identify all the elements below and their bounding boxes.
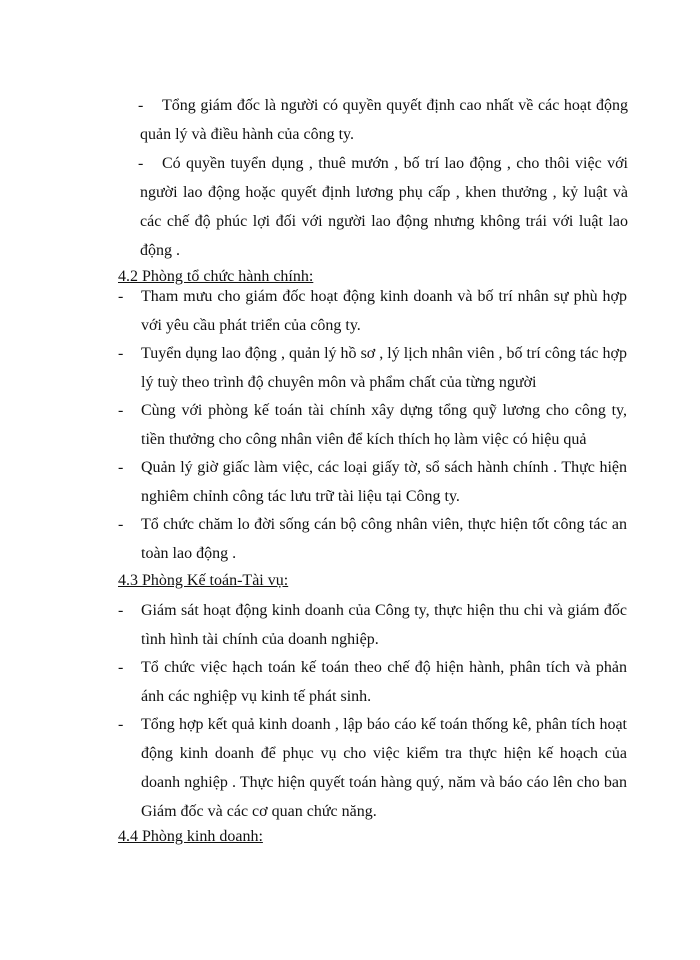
bullet-dash: - [118, 659, 124, 676]
list-item [140, 91, 628, 149]
bullet-dash: - [118, 345, 124, 362]
list-item-text: Tổng hợp kết quả kinh doanh , lập báo cáo kế toán thống kê, phân tích hoạt động kinh doanh để phục vụ cho việc kiểm tra thực hiện kế hoạch của doanh nghiệp . Thực hiện quyết toán hàng quý, năm và báo cáo lên cho ban Giám đốc và các cơ quan chức năng. [141, 716, 627, 820]
bullet-dash: - [118, 459, 124, 476]
section-heading: 4.3 Phòng Kế toán-Tài vụ: [118, 572, 289, 589]
section-heading: 4.2 Phòng tổ chức hành chính: [118, 268, 314, 285]
list-item-text: Tham mưu cho giám đốc hoạt động kinh doanh và bố trí nhân sự phù hợp với yêu cầu phát triển của công ty. [141, 288, 627, 334]
list-item [118, 396, 627, 454]
list-item-text: Tổ chức chăm lo đời sống cán bộ công nhân viên, thực hiện tốt công tác an toàn lao động . [141, 516, 627, 562]
list-item-text: Cùng với phòng kế toán tài chính xây dựng tổng quỹ lương cho công ty, tiền thưởng cho công nhân viên để kích thích họ làm việc có hiệu quả [141, 402, 627, 448]
list-item [118, 510, 627, 568]
list-item [118, 710, 627, 826]
list-item-text: Tổ chức việc hạch toán kế toán theo chế độ hiện hành, phân tích và phản ánh các nghiệp vụ kinh tế phát sinh. [141, 659, 627, 705]
list-item [118, 339, 627, 397]
bullet-dash: - [118, 288, 124, 305]
list-item [118, 453, 627, 511]
list-item [118, 282, 627, 340]
bullet-dash: - [118, 516, 124, 533]
section-heading: 4.4 Phòng kinh doanh: [118, 828, 263, 845]
list-item-text: Quản lý giờ giấc làm việc, các loại giấy tờ, sổ sách hành chính . Thực hiện nghiêm chỉnh công tác lưu trữ tài liệu tại Công ty. [141, 459, 627, 505]
list-item [118, 596, 627, 654]
bullet-dash: - [118, 602, 124, 619]
bullet-dash: - [138, 97, 144, 114]
list-item [118, 653, 627, 711]
list-item-text: Tuyển dụng lao động , quản lý hồ sơ , lý lịch nhân viên , bố trí công tác hợp lý tuỳ theo trình độ chuyên môn và phẩm chất của từng người [141, 345, 627, 391]
list-item-text: Có quyền tuyển dụng , thuê mướn , bố trí lao động , cho thôi việc với người lao động hoặc quyết định lương phụ cấp , khen thưởng , kỷ luật và các chế độ phúc lợi đối với người lao động nhưng không trái với luật lao động . [140, 155, 628, 259]
bullet-dash: - [118, 402, 124, 419]
bullet-dash: - [138, 155, 144, 172]
list-item-text: Giám sát hoạt động kinh doanh của Công ty, thực hiện thu chi và giám đốc tình hình tài chính của doanh nghiệp. [141, 602, 627, 648]
bullet-dash: - [118, 716, 124, 733]
list-item-text: Tổng giám đốc là người có quyền quyết định cao nhất về các hoạt động quản lý và điều hành của công ty. [140, 97, 628, 143]
list-item [140, 149, 628, 265]
